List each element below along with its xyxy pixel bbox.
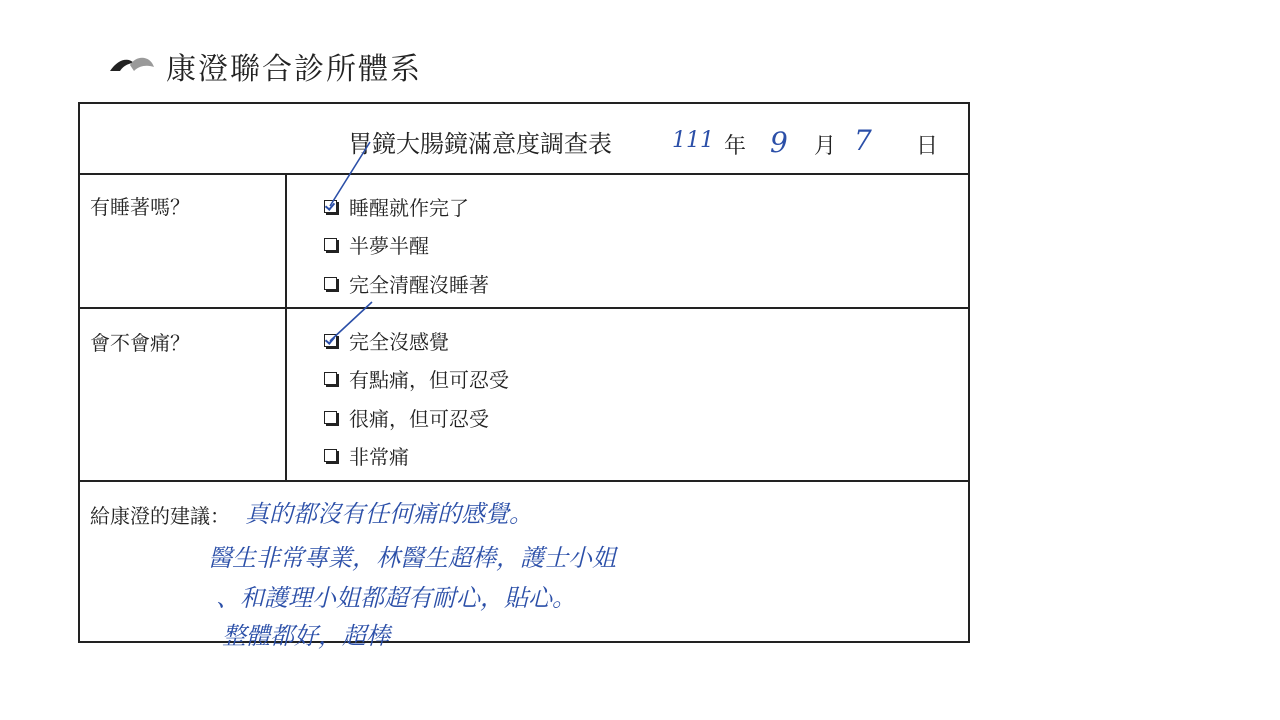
option-list: [324, 187, 489, 303]
option-label: 很痛，但可忍受: [349, 406, 489, 431]
option-item[interactable]: [324, 226, 489, 265]
question-row-pain: [80, 309, 968, 482]
form-title: 胃鏡大腸鏡滿意度調查表: [348, 130, 612, 158]
option-label: 有點痛，但可忍受: [349, 368, 509, 393]
date-day-label: 日: [916, 134, 939, 159]
column-divider: [285, 173, 287, 307]
checkbox-checked[interactable]: [324, 200, 337, 213]
date-year-value: 111: [672, 128, 714, 153]
option-label: 半夢半醒: [349, 234, 429, 259]
checkbox[interactable]: [324, 449, 337, 462]
option-label: 完全清醒沒睡著: [349, 272, 489, 297]
question-label: 會不會痛？: [90, 331, 190, 355]
option-label: 非常痛: [349, 445, 409, 470]
option-item[interactable]: [324, 187, 489, 226]
suggestion-row: [80, 482, 968, 650]
comment-line: 、和護理小姐都超有耐心，貼心。: [216, 584, 576, 612]
date-month-label: 月: [814, 134, 837, 159]
comment-line: 整體都好，超棒: [222, 622, 390, 650]
survey-form: [78, 102, 970, 650]
comment-line: 醫生非常專業，林醫生超棒，護士小姐: [208, 544, 616, 572]
suggestion-label: 給康澄的建議：: [90, 504, 230, 528]
option-item[interactable]: [324, 321, 509, 360]
checkbox[interactable]: [324, 411, 337, 424]
option-label: 完全沒感覺: [349, 329, 449, 354]
option-item[interactable]: [324, 360, 509, 399]
option-list: [324, 321, 509, 475]
date-day-value: 7: [854, 124, 872, 157]
comment-line: 真的都沒有任何痛的感覺。: [245, 500, 533, 528]
checkbox[interactable]: [324, 372, 337, 385]
date-month-value: 9: [770, 126, 788, 159]
option-item[interactable]: [324, 398, 509, 437]
bird-logo-icon: [108, 53, 156, 79]
question-label: 有睡著嗎？: [90, 195, 190, 219]
column-divider: [285, 309, 287, 480]
date-year-label: 年: [724, 134, 747, 159]
org-name: 康澄聯合診所體系: [166, 52, 422, 87]
checkbox-checked[interactable]: [324, 334, 337, 347]
option-item[interactable]: [324, 437, 509, 476]
checkbox[interactable]: [324, 238, 337, 251]
checkbox[interactable]: [324, 277, 337, 290]
clinic-logo: [108, 46, 156, 86]
question-row-sleep: [80, 173, 968, 309]
option-label: 睡醒就作完了: [349, 195, 469, 220]
form-title-row: [80, 104, 968, 175]
option-item[interactable]: [324, 264, 489, 303]
handwritten-comments: [80, 482, 968, 650]
